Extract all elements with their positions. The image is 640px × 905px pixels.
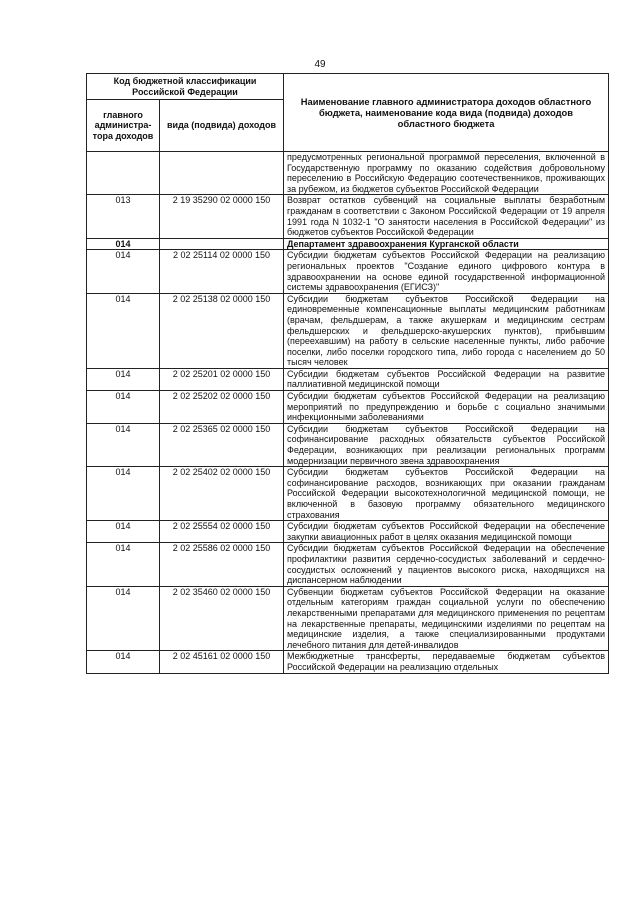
revenue-code-cell: [160, 238, 284, 250]
admin-code-cell: 014: [87, 651, 160, 673]
admin-code-cell: 014: [87, 391, 160, 424]
revenue-code-cell: 2 02 35460 02 0000 150: [160, 586, 284, 651]
kind-column-header: вида (подвида) доходов: [160, 100, 284, 152]
description-cell: Возврат остатков субвенций на социальные выплаты безработным гражданам в соответствии с Законом Российской Федерации от 19 апреля 1991 года N 1032-1 "О занятости населения в Российской Федерации" из бюджетов субъектов Российской Федерации: [284, 195, 609, 238]
admin-code-cell: 014: [87, 238, 160, 250]
admin-code-cell: 014: [87, 467, 160, 521]
budget-classification-table: [86, 73, 609, 674]
table-row: [87, 423, 609, 466]
description-cell: Субсидии бюджетам субъектов Российской Федерации на обеспечение закупки авиационных работ в целях оказания медицинской помощи: [284, 521, 609, 543]
table-row: [87, 651, 609, 673]
description-cell: Субсидии бюджетам субъектов Российской Федерации на обеспечение профилактики развития сердечно-сосудистых заболеваний и сердечно-сосудистых осложнений у пациентов высокого риска, находящихся на диспансерном наблюдении: [284, 543, 609, 586]
table-row: [87, 521, 609, 543]
revenue-code-cell: 2 02 25114 02 0000 150: [160, 250, 284, 293]
description-cell: предусмотренных региональной программой переселения, включенной в Государственную программу по оказанию содействия добровольному переселению в Российскую Федерацию соотечественников, проживающих за рубежом, из бюджетов субъектов Российской Федерации: [284, 152, 609, 195]
admin-code-cell: [87, 152, 160, 195]
description-cell: Департамент здравоохранения Курганской области: [284, 238, 609, 250]
kbk-header: Код бюджетной классификации Российской Федерации: [87, 74, 284, 100]
table-row: [87, 543, 609, 586]
revenue-code-cell: 2 02 25365 02 0000 150: [160, 423, 284, 466]
admin-code-cell: 014: [87, 293, 160, 368]
admin-code-cell: 014: [87, 423, 160, 466]
revenue-code-cell: 2 02 25554 02 0000 150: [160, 521, 284, 543]
revenue-code-cell: 2 02 25586 02 0000 150: [160, 543, 284, 586]
revenue-code-cell: [160, 152, 284, 195]
revenue-code-cell: 2 02 25402 02 0000 150: [160, 467, 284, 521]
page-number: 49: [314, 59, 326, 70]
revenue-code-cell: 2 02 25202 02 0000 150: [160, 391, 284, 424]
description-cell: Субсидии бюджетам субъектов Российской Федерации на единовременные компенсационные выплаты медицинским работникам (врачам, фельдшерам, а также акушеркам и медицинским сестрам фельдшерских и фельдшерско-акушерских пунктов), прибывшим (переехавшим) на работу в сельские населенные пункты, либо рабочие поселки, либо поселки городского типа, либо города с населением до 50 тысяч человек: [284, 293, 609, 368]
table-row: [87, 391, 609, 424]
revenue-code-cell: 2 02 25201 02 0000 150: [160, 368, 284, 390]
name-column-header: Наименование главного администратора доходов областного бюджета, наименование кода вида (подвида) доходов областного бюджета: [284, 74, 609, 152]
admin-code-cell: 014: [87, 521, 160, 543]
description-cell: Субсидии бюджетам субъектов Российской Федерации на развитие паллиативной медицинской помощи: [284, 368, 609, 390]
table-row: [87, 250, 609, 293]
revenue-code-cell: 2 02 45161 02 0000 150: [160, 651, 284, 673]
admin-code-cell: 013: [87, 195, 160, 238]
admin-code-cell: 014: [87, 250, 160, 293]
admin-code-cell: 014: [87, 543, 160, 586]
description-cell: Субвенции бюджетам субъектов Российской Федерации на оказание отдельным категориям граждан социальной услуги по обеспечению лекарственными препаратами для медицинского применения по рецептам на лекарственные препараты, медицинскими изделиями по рецептам на медицинские изделия, а также специализированными продуктами лечебного питания для детей-инвалидов: [284, 586, 609, 651]
admin-column-header: главного администра-тора доходов: [87, 100, 160, 152]
table-row: [87, 368, 609, 390]
description-cell: Субсидии бюджетам субъектов Российской Федерации на софинансирование расходов, возникающих при оказании гражданам Российской Федерации высокотехнологичной медицинской помощи, не включенной в базовую программу обязательного медицинского страхования: [284, 467, 609, 521]
description-cell: Субсидии бюджетам субъектов Российской Федерации на софинансирование расходных обязательств субъектов Российской Федерации, возникающих при реализации региональных программ модернизации первичного звена здравоохранения: [284, 423, 609, 466]
table-row: [87, 238, 609, 250]
table-row: [87, 586, 609, 651]
revenue-code-cell: 2 02 25138 02 0000 150: [160, 293, 284, 368]
description-cell: Субсидии бюджетам субъектов Российской Федерации на реализацию региональных проектов "Создание единого цифрового контура в здравоохранении на основе единой государственной информационной системы здравоохранения (ЕГИСЗ)": [284, 250, 609, 293]
table-row: [87, 152, 609, 195]
table-row: [87, 467, 609, 521]
description-cell: Межбюджетные трансферты, передаваемые бюджетам субъектов Российской Федерации на реализацию отдельных: [284, 651, 609, 673]
admin-code-cell: 014: [87, 368, 160, 390]
admin-code-cell: 014: [87, 586, 160, 651]
revenue-code-cell: 2 19 35290 02 0000 150: [160, 195, 284, 238]
description-cell: Субсидии бюджетам субъектов Российской Федерации на реализацию мероприятий по предупреждению и борьбе с социально значимыми инфекционными заболеваниями: [284, 391, 609, 424]
table-row: [87, 293, 609, 368]
table-row: [87, 195, 609, 238]
